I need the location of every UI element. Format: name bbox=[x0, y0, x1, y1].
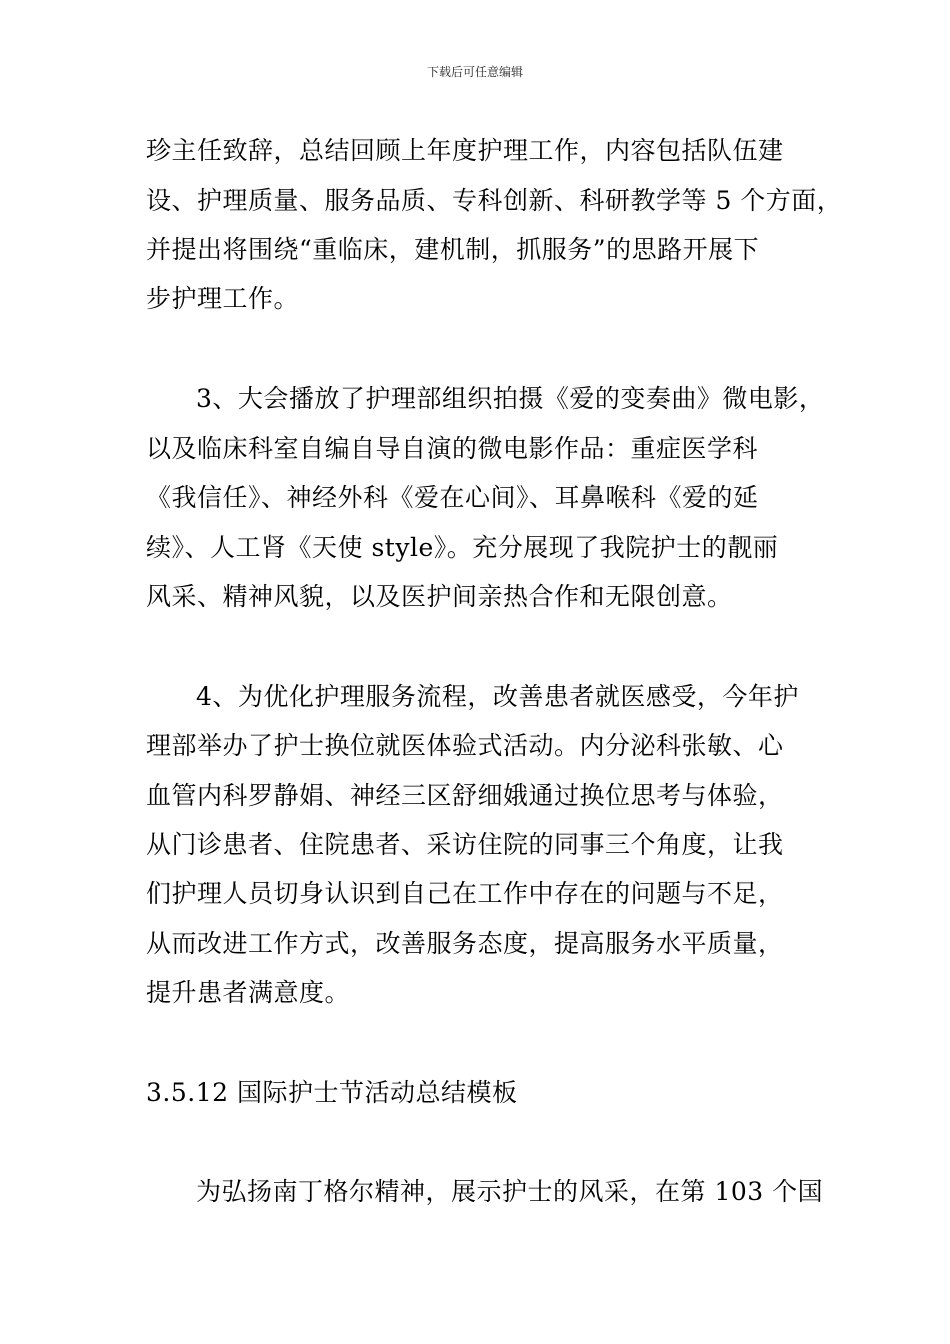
paragraph-2-line-1: 3、大会播放了护理部组织拍摄《爱的变奏曲》微电影， bbox=[196, 384, 825, 413]
paragraph-3-line-7: 提升患者满意度。 bbox=[146, 978, 351, 1007]
paragraph-1-line-2: 设、护理质量、服务品质、专科创新、科研教学等 5 个方面， bbox=[146, 186, 843, 215]
paragraph-3-line-3: 血管内科罗静娟、神经三区舒细娥通过换位思考与体验， bbox=[146, 781, 784, 810]
paragraph-3-line-5: 们护理人员切身认识到自己在工作中存在的问题与不足， bbox=[146, 879, 784, 908]
paragraph-1-line-3: 并提出将围绕“重临床，建机制，抓服务”的思路开展下 bbox=[146, 235, 760, 264]
paragraph-3-line-1: 4、为优化护理服务流程，改善患者就医感受，今年护 bbox=[196, 682, 799, 711]
paragraph-3-line-6: 从而改进工作方式，改善服务态度，提高服务水平质量， bbox=[146, 929, 784, 958]
paragraph-1-line-1: 珍主任致辞，总结回顾上年度护理工作，内容包括队伍建 bbox=[146, 136, 784, 165]
paragraph-3-line-2: 理部举办了护士换位就医体验式活动。内分泌科张敏、心 bbox=[146, 731, 784, 760]
paragraph-2-line-4: 续》、人工肾《天使 style》。充分展现了我院护士的靓丽 bbox=[146, 533, 779, 562]
page-header: 下载后可任意编辑 bbox=[426, 65, 523, 79]
paragraph-2-line-5: 风采、精神风貌，以及医护间亲热合作和无限创意。 bbox=[146, 582, 733, 611]
paragraph-2-line-2: 以及临床科室自编自导自演的微电影作品：重症医学科 bbox=[146, 434, 759, 463]
paragraph-3-line-4: 从门诊患者、住院患者、采访住院的同事三个角度，让我 bbox=[146, 830, 784, 859]
section-heading: 3.5.12 国际护士节活动总结模板 bbox=[146, 1078, 518, 1107]
paragraph-4-line-1: 为弘扬南丁格尔精神，展示护士的风采，在第 103 个国 bbox=[196, 1177, 824, 1206]
paragraph-2-line-3: 《我信任》、神经外科《爱在心间》、耳鼻喉科《爱的延 bbox=[146, 483, 759, 512]
paragraph-1-line-4: 步护理工作。 bbox=[146, 284, 300, 313]
